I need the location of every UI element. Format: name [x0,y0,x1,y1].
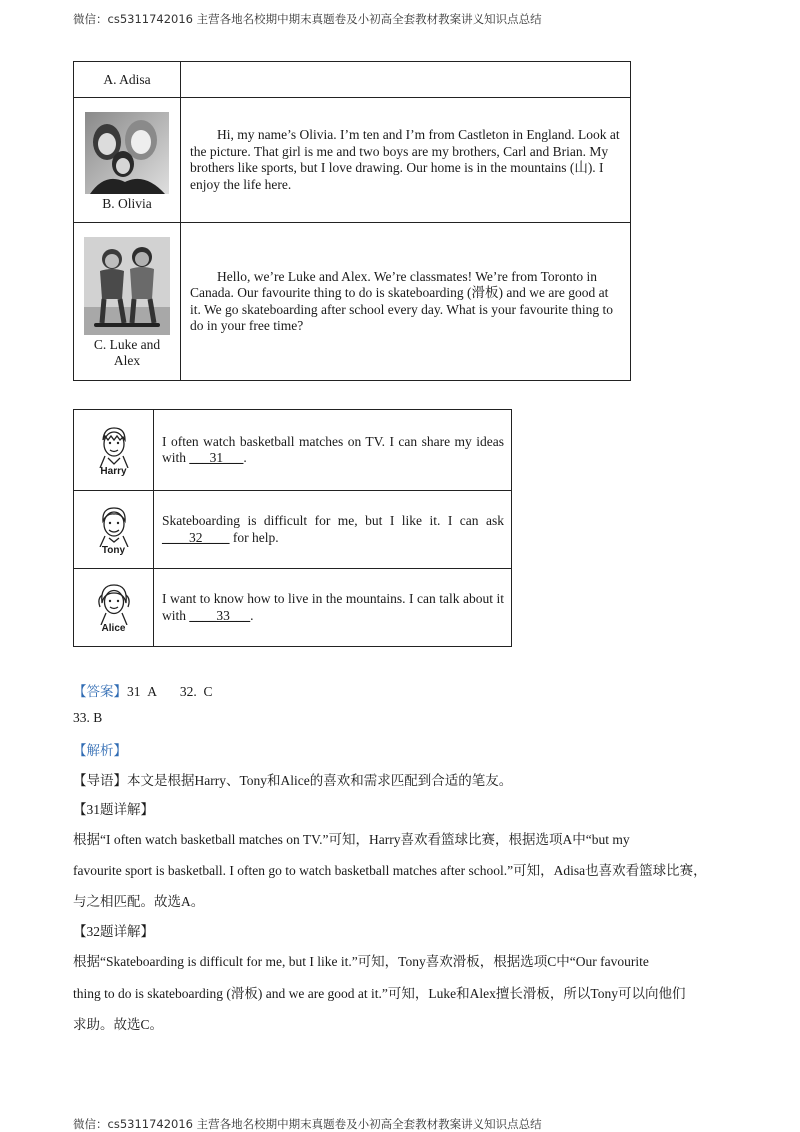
penfriend-table [73,61,631,381]
option-label-c: C. Luke and Alex [93,336,161,368]
table-row: Harry I often watch basketball matches on TV. I can share my ideas with ___31___. [74,410,512,491]
table-row [74,98,631,223]
option-label-b: B. Olivia [102,196,152,211]
kid-name-harry: Harry [100,465,127,477]
page-footer: 微信：cs5311742016 主营各地名校期中期末真题卷及小初高全套教材教案讲义知识点总结 [73,1117,542,1131]
option-text-a [181,62,631,98]
q32-line-3: 求助。故选C。 [73,1017,164,1032]
guide-line [73,769,512,789]
q32-line-1: 根据“Skateboarding is difficult for me, but I like it.”可知，Tony喜欢滑板，根据选项C中“Our favourite [73,954,649,969]
kid-text-alice: I want to know how to live in the mountains. I can talk about it with [162,591,504,623]
q32-line-2: thing to do is skateboarding (滑板) and we are good at it.”可知，Luke和Alex擅长滑板，所以Tony可以向他们 [73,986,686,1001]
answer-values-1: 31 A 32. C [127,684,213,699]
blank-31: ___31___ [189,450,244,465]
answer-line-1 [73,680,213,700]
table-row: Tony Skateboarding is difficult for me, but I like it. I can ask ____32____ for help. [74,491,512,569]
option-label-a: A. Adisa [74,62,181,98]
option-text-c: Hello, we’re Luke and Alex. We’re classmates! We’re from Toronto in Canada. Our favourite thing to do is skateboarding (滑板) and we are good at it. We go skateboarding after school every day. What is your favourite thing to do in your free time? [190,268,614,333]
kid-text-harry: I often watch basketball matches on TV. I can share my ideas with [162,433,504,465]
kid-name-tony: Tony [101,545,126,556]
table-row [74,223,631,381]
table-row: Alice I want to know how to live in the mountains. I can talk about it with ____33___. [74,569,512,647]
photo-olivia-family [85,112,169,194]
table-row [74,62,631,98]
alice-face-icon [94,581,134,625]
photo-luke-alex [84,237,170,335]
q31-line-3: 与之相匹配。故选A。 [73,894,205,909]
answer-tag: 【答案】 [73,684,127,699]
kid-text-tony: Skateboarding is difficult for me, but I like it. I can ask [162,513,504,528]
option-text-b: Hi, my name’s Olivia. I’m ten and I’m from Castleton in England. Look at the picture. That girl is me and two boys are my brothers, Carl and Brian. My brothers like sports, but I love drawing. Our home is in the mountains (山). I enjoy the life here. [190,127,620,192]
q31-title: 【31题详解】 [73,802,154,817]
tony-face-icon [94,503,134,547]
kids-table [73,409,512,647]
q31-line-1: 根据“I often watch basketball matches on TV.”可知，Harry喜欢看篮球比赛，根据选项A中“but my [73,832,630,847]
q31-line-2: favourite sport is basketball. I often go to watch basketball matches after school.”可知，Adisa也喜欢看篮球比赛， [73,863,707,878]
blank-32: ____32____ [162,529,230,545]
guide-tag: 【导语】 [73,773,127,788]
page-header: 微信：cs5311742016 主营各地名校期中期末真题卷及小初高全套教材教案讲义知识点总结 [73,12,542,26]
harry-face-icon [94,424,134,468]
q32-title: 【32题详解】 [73,924,154,939]
analysis-tag: 【解析】 [73,743,127,758]
guide-text: 本文是根据Harry、Tony和Alice的喜欢和需求匹配到合适的笔友。 [127,773,513,788]
answer-line-2: 33. B [73,710,103,725]
kid-name-alice: Alice [101,623,126,634]
blank-33: ____33___ [189,607,251,623]
